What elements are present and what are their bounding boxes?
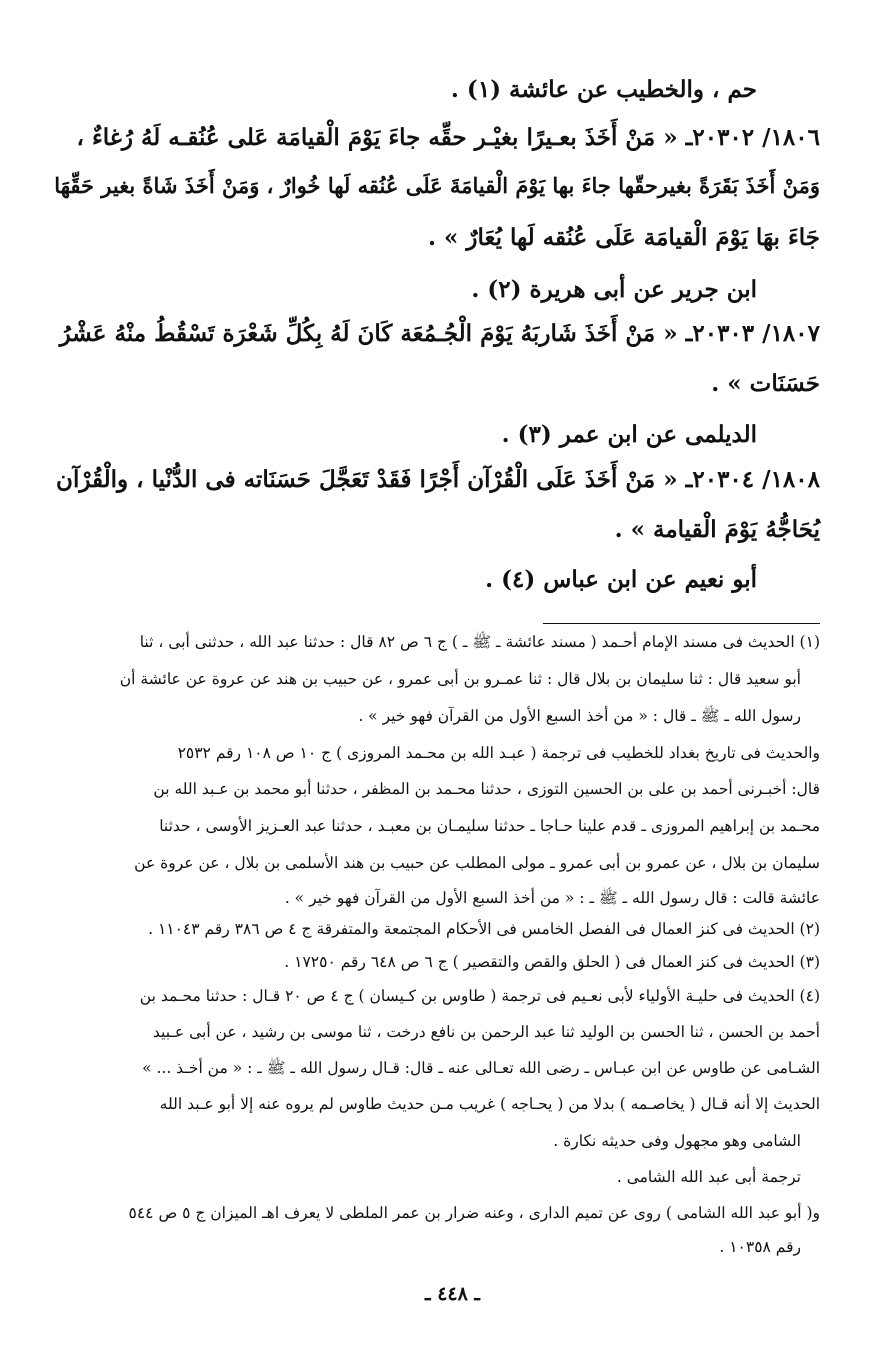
footnote-line-17: و( أبو عبد الله الشامى ) روى عن تميم الدارى ، وعنه ضرار بن عمر الملطى لا يعرف اهـ الميزان ج ٥ ص ٥٤٤ [128, 1204, 820, 1222]
main-line-1: حم ، والخطيب عن عائشة (١) . [450, 76, 757, 103]
main-line-10: يُحَاجُّهُ يَوْمَ الْقيامة » . [614, 516, 820, 543]
footnote-line-5: قال: أخبـرنى أحمد بن على بن الحسين التوزى ، حدثنا محـمد بن المظفر ، حدثنا أبو محمد بن عـبد الله بن [153, 780, 820, 798]
footnote-line-11: (٤) الحديث فى حليـة الأولياء لأبى نعـيم فى ترجمة ( طاوس بن كـيسان ) ج ٤ ص ٢٠ قـال : حدثنا محـمد بن [139, 987, 820, 1005]
main-line-4: جَاءَ بهَا يَوْمَ الْقيامَة عَلَى عُنُقه لَها يُعَارٌ » . [427, 224, 820, 251]
main-line-9: ١٨٠٨/ ٢٠٣٠٤ـ « مَنْ أَخَذَ عَلَى الْقُرْآن أَجْرًا فَقَدْ تَعَجَّلَ حَسَنَاته فى الدُّنْيا ، والْقُرْآن [56, 466, 820, 493]
footnote-line-6: محـمد بن إبراهيم المروزى ـ قدم علينا حـاجا ـ حدثنا سليمـان بن معبـد ، حدثنا عبد العـزيز الأوسى ، حدثنا [159, 817, 820, 835]
footnote-line-3: رسول الله ـ ﷺ ـ قال : « من أخذ السبع الأول من القرآن فهو خير » . [358, 707, 801, 725]
footnote-line-8: عائشة قالت : قال رسول الله ـ ﷺ ـ : « من أخذ السبع الأول من القرآن فهو خير » . [284, 889, 820, 907]
main-line-2: ١٨٠٦/ ٢٠٣٠٢ـ « مَنْ أَخَذَ بعـيرًا بغيْـر حقِّه جاءَ يَوْمَ الْقيامَة عَلى عُنُقـه لَهُ رُغاءٌ ، [76, 124, 820, 151]
footnote-line-10: (٣) الحديث فى كنز العمال فى ( الحلق والقص والتقصير ) ج ٦ ص ٦٤٨ رقم ١٧٢٥٠ . [284, 953, 820, 971]
footnote-line-7: سليمان بن بلال ، عن عمرو بن أبى عمرو ـ مولى المطلب عن حبيب بن هند الأسلمى بن بلال ، عن عروة عن [134, 854, 820, 872]
footnote-line-2: أبو سعيد قال : ثنا سليمان بن بلال قال : ثنا عمـرو بن أبى عمرو ، عن حبيب بن هند عن عروة عن عائشة أن [119, 670, 801, 688]
footnote-line-16: ترجمة أبى عبد الله الشامى . [616, 1168, 801, 1186]
main-line-5: ابن جرير عن أبى هريرة (٢) . [471, 276, 757, 303]
footnote-line-1: (١) الحديث فى مسند الإمام أحـمد ( مسند عائشة ـ ﷺ ـ ) ج ٦ ص ٨٢ قال : حدثنا عبد الله ، حدثنى أبى ، ثنا [139, 633, 820, 651]
main-line-6: ١٨٠٧/ ٢٠٣٠٣ـ « مَنْ أَخَذَ شَاربَهُ يَوْمَ الْجُـمُعَة كَانَ لَهُ بِكُلِّ شَعْرَة تَسْقُطُ منْهُ عَشْرُ [59, 320, 820, 347]
footnote-line-14: الحديث إلا أنه قـال ( يخاصـمه ) بدلا من ( يحـاجه ) غريب مـن حديث طاوس لم يروه عنه إلا أبو عـبد الله [159, 1095, 820, 1113]
main-line-8: الديلمى عن ابن عمر (٣) . [501, 421, 757, 448]
footnote-line-4: والحديث فى تاريخ بغداد للخطيب فى ترجمة ( عبـد الله بن محـمد المروزى ) ج ١٠ ص ١٠٨ رقم ٢٥٣٢ [177, 744, 820, 762]
footnote-line-13: الشـامى عن طاوس عن ابن عبـاس ـ رضى الله تعـالى عنه ـ قال: قـال رسول الله ـ ﷺ ـ : « من أخـذ ... » [142, 1059, 820, 1077]
footnote-separator [543, 623, 820, 624]
main-line-3: وَمَنْ أَخَذَ بَقَرَةً بغيرحقّها جاءَ بها يَوْمَ الْقيامَةَ عَلَى عُنُقه لَها خُوارٌ ، وَمَنْ أَخَذَ شَاةً بغير حَقِّهَا [54, 173, 820, 198]
footnote-line-18: رقم ١٠٣٥٨ . [719, 1238, 801, 1256]
page-number: ـ ٤٤٨ ـ [425, 1283, 480, 1305]
footnote-line-15: الشامى وهو مجهول وفى حديثه نكارة . [553, 1132, 801, 1150]
main-line-7: حَسَنَات » . [711, 370, 820, 397]
footnote-line-9: (٢) الحديث فى كنز العمال فى الفصل الخامس فى الأحكام المجتمعة والمتفرقة ج ٤ ص ٣٨٦ رقم ١١٠٤٣ . [148, 920, 820, 938]
footnote-line-12: أحمد بن الحسن ، ثنا الحسن بن الوليد ثنا عبد الرحمن بن نافع درخت ، ثنا موسى بن رشيد ، عن أبى عـبيد [152, 1023, 820, 1041]
main-line-11: أبو نعيم عن ابن عباس (٤) . [485, 566, 757, 593]
